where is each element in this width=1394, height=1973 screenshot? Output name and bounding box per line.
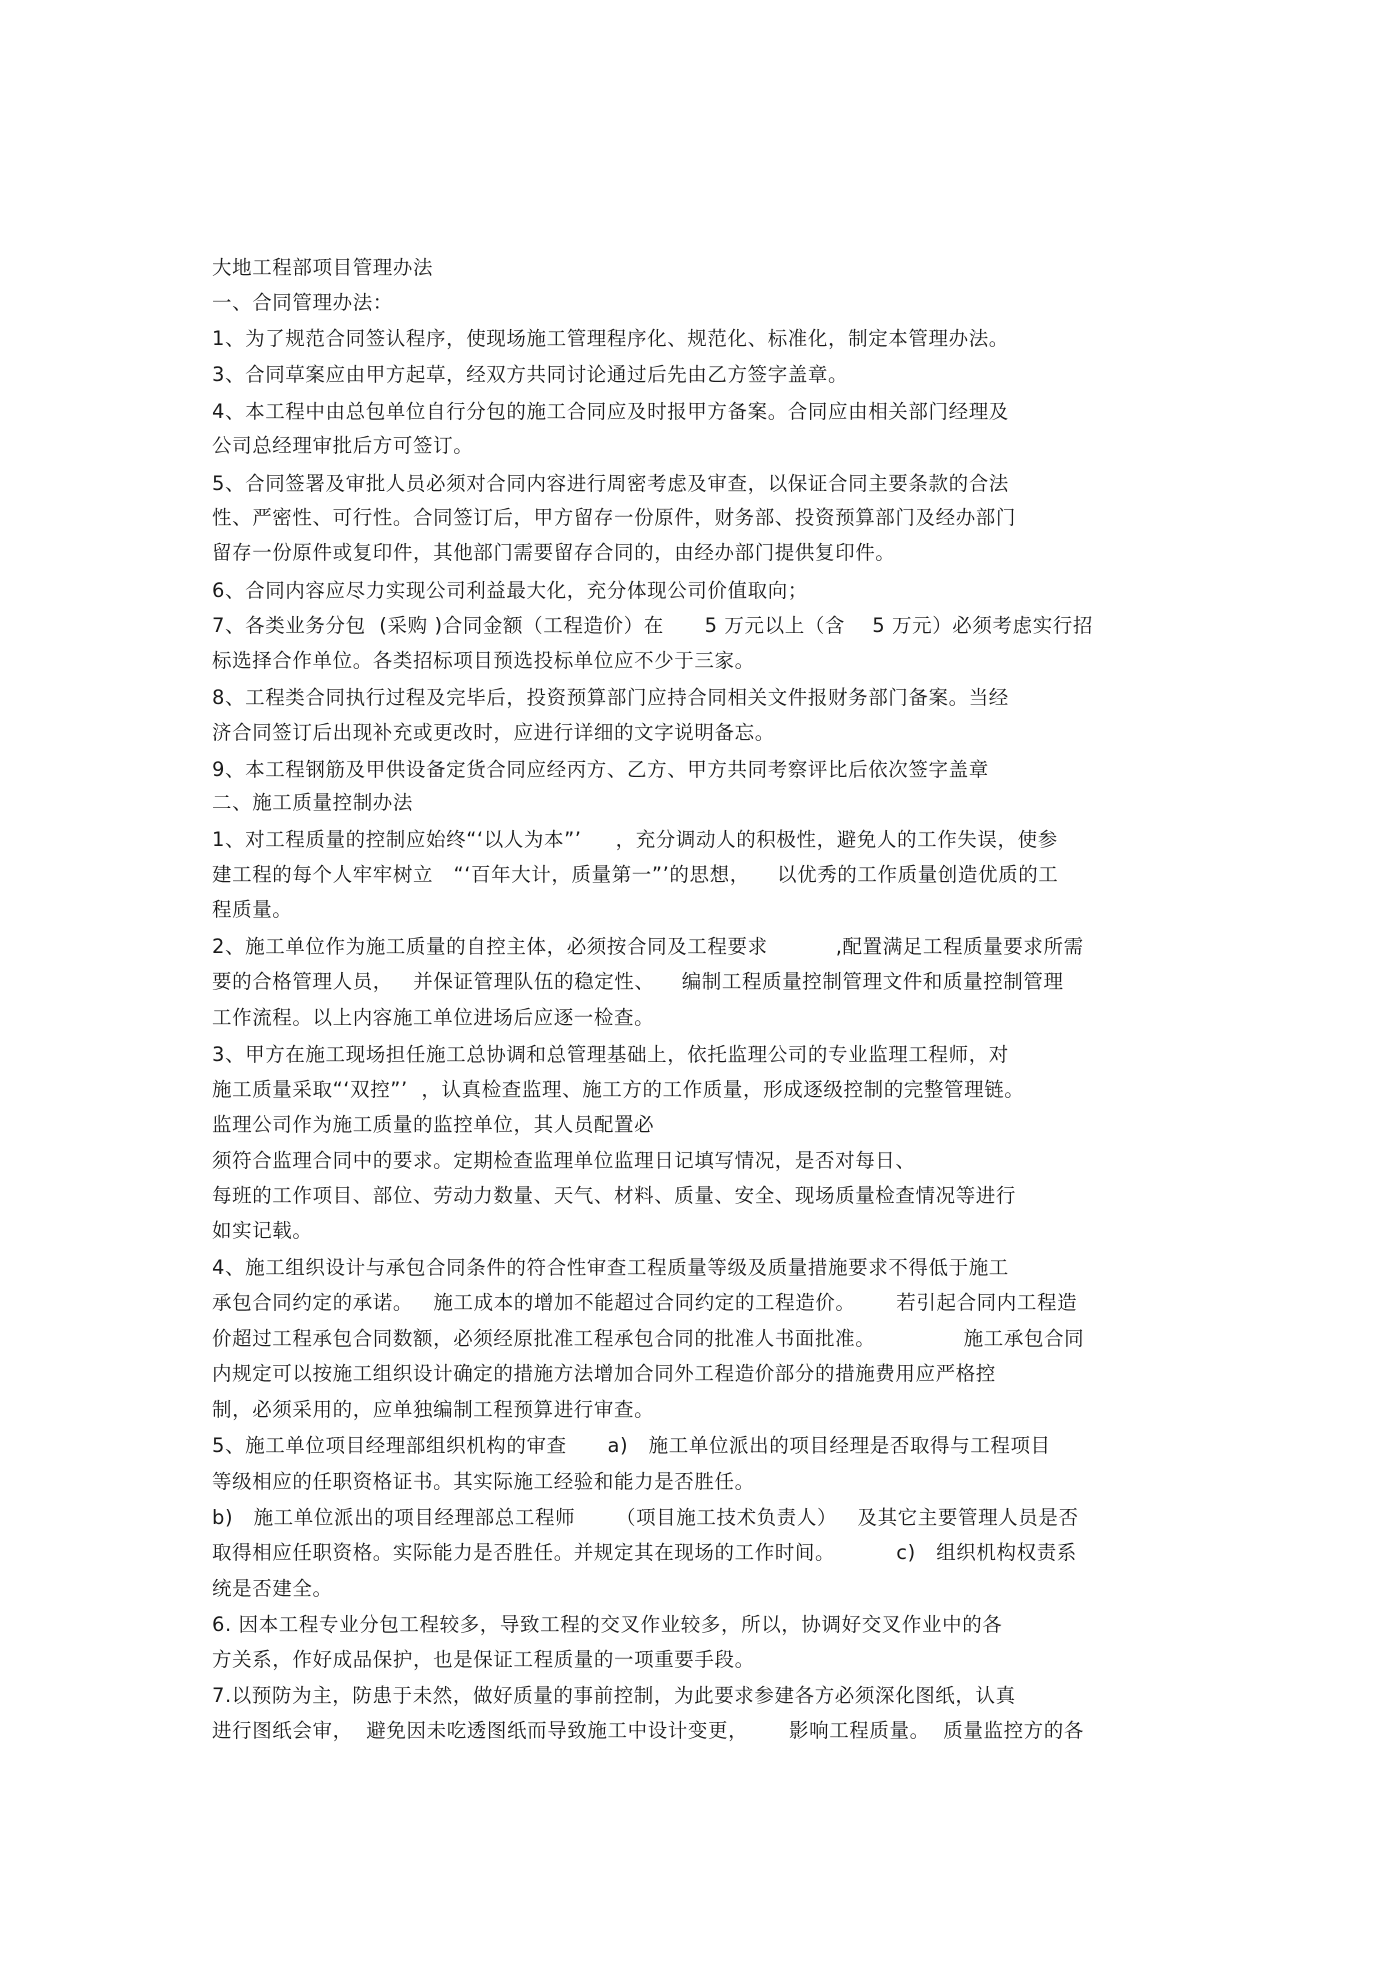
body-line: 建工程的每个人牢牢树立 “‘百年大计，质量第一”’的思想， 以优秀的工作质量创造优质的工 bbox=[212, 863, 1059, 886]
body-line: 7、各类业务分包 (采购 )合同金额（工程造价）在 5 万元以上（含 5 万元）必须考虑实行招 bbox=[212, 614, 1094, 637]
body-line: 1、对工程质量的控制应始终“‘以人为本”’ ，充分调动人的积极性，避免人的工作失误，使参 bbox=[212, 828, 1058, 851]
body-line: 5、施工单位项目经理部组织机构的审查 a) 施工单位派出的项目经理是否取得与工程项目 bbox=[212, 1434, 1051, 1457]
body-line: 8、工程类合同执行过程及完毕后，投资预算部门应持合同相关文件报财务部门备案。当经 bbox=[212, 686, 1009, 709]
body-line: 3、甲方在施工现场担任施工总协调和总管理基础上，依托监理公司的专业监理工程师，对 bbox=[212, 1043, 1009, 1066]
body-line: 进行图纸会审， 避免因未吃透图纸而导致施工中设计变更， 影响工程质量。 质量监控方的各 bbox=[212, 1719, 1084, 1742]
body-line: 2、施工单位作为施工质量的自控主体，必须按合同及工程要求 ,配置满足工程质量要求所需 bbox=[212, 935, 1084, 958]
body-line: 留存一份原件或复印件，其他部门需要留存合同的，由经办部门提供复印件。 bbox=[212, 541, 896, 564]
body-line: 程质量。 bbox=[212, 898, 293, 921]
body-line: 制，必须采用的，应单独编制工程预算进行审查。 bbox=[212, 1398, 655, 1421]
body-line: b) 施工单位派出的项目经理部总工程师 （项目施工技术负责人） 及其它主要管理人员是否 bbox=[212, 1506, 1079, 1529]
body-line: 要的合格管理人员， 并保证管理队伍的稳定性、 编制工程质量控制管理文件和质量控制管理 bbox=[212, 970, 1064, 993]
body-line: 方关系，作好成品保护，也是保证工程质量的一项重要手段。 bbox=[212, 1648, 755, 1671]
body-line: 5、合同签署及审批人员必须对合同内容进行周密考虑及审查，以保证合同主要条款的合法 bbox=[212, 472, 1009, 495]
body-line: 工作流程。以上内容施工单位进场后应逐一检查。 bbox=[212, 1006, 655, 1029]
body-line: 标选择合作单位。各类招标项目预选投标单位应不少于三家。 bbox=[212, 649, 755, 672]
body-line: 1、为了规范合同签认程序，使现场施工管理程序化、规范化、标准化，制定本管理办法。 bbox=[212, 327, 1009, 350]
body-line: 价超过工程承包合同数额，必须经原批准工程承包合同的批准人书面批准。 施工承包合同 bbox=[212, 1327, 1085, 1350]
body-line: 取得相应任职资格。实际能力是否胜任。并规定其在现场的工作时间。 c) 组织机构权责系 bbox=[212, 1541, 1077, 1564]
body-line: 施工质量采取“‘双控”’ ，认真检查监理、施工方的工作质量，形成逐级控制的完整管理链。 bbox=[212, 1078, 1025, 1101]
section-heading-contract: 一、合同管理办法： bbox=[212, 291, 393, 314]
body-line: 监理公司作为施工质量的监控单位，其人员配置必 bbox=[212, 1113, 655, 1136]
body-line: 须符合监理合同中的要求。定期检查监理单位监理日记填写情况，是否对每日、 bbox=[212, 1149, 916, 1172]
body-line: 4、本工程中由总包单位自行分包的施工合同应及时报甲方备案。合同应由相关部门经理及 bbox=[212, 400, 1009, 423]
body-line: 3、合同草案应由甲方起草，经双方共同讨论通过后先由乙方签字盖章。 bbox=[212, 363, 849, 386]
body-line: 承包合同约定的承诺。 施工成本的增加不能超过合同约定的工程造价。 若引起合同内工程造 bbox=[212, 1291, 1078, 1314]
body-line: 7.以预防为主，防患于未然，做好质量的事前控制，为此要求参建各方必须深化图纸，认真 bbox=[212, 1684, 1016, 1707]
body-line: 每班的工作项目、部位、劳动力数量、天气、材料、质量、安全、现场质量检查情况等进行 bbox=[212, 1184, 1017, 1207]
body-line: 内规定可以按施工组织设计确定的措施方法增加合同外工程造价部分的措施费用应严格控 bbox=[212, 1362, 996, 1385]
body-line: 9、本工程钢筋及甲供设备定货合同应经丙方、乙方、甲方共同考察评比后依次签字盖章 bbox=[212, 758, 989, 781]
body-line: 济合同签订后出现补充或更改时，应进行详细的文字说明备忘。 bbox=[212, 721, 775, 744]
body-line: 4、施工组织设计与承包合同条件的符合性审查工程质量等级及质量措施要求不得低于施工 bbox=[212, 1256, 1009, 1279]
body-line: 6、合同内容应尽力实现公司利益最大化，充分体现公司价值取向； bbox=[212, 579, 808, 602]
section-heading-quality: 二、施工质量控制办法 bbox=[212, 791, 414, 814]
body-line: 统是否建全。 bbox=[212, 1577, 333, 1600]
body-line: 公司总经理审批后方可签订。 bbox=[212, 434, 474, 457]
body-line: 6. 因本工程专业分包工程较多，导致工程的交叉作业较多，所以，协调好交叉作业中的各 bbox=[212, 1613, 1003, 1636]
document-title: 大地工程部项目管理办法 bbox=[212, 256, 434, 279]
body-line: 如实记载。 bbox=[212, 1219, 313, 1242]
body-line: 等级相应的任职资格证书。其实际施工经验和能力是否胜任。 bbox=[212, 1470, 755, 1493]
body-line: 性、严密性、可行性。合同签订后，甲方留存一份原件，财务部、投资预算部门及经办部门 bbox=[212, 506, 1017, 529]
